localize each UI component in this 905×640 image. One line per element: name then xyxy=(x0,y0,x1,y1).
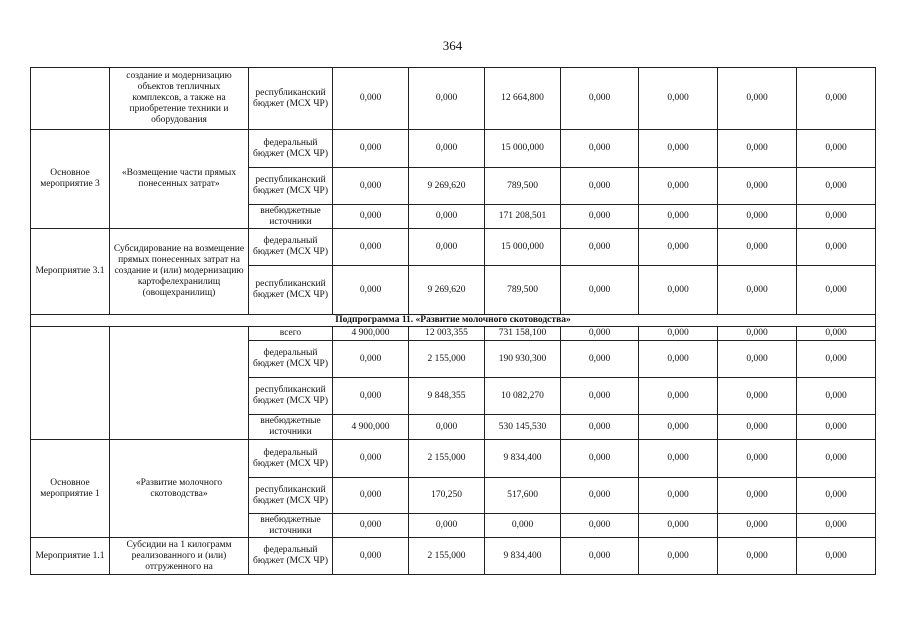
value-cell: 0,000 xyxy=(718,440,797,478)
value-cell: 0,000 xyxy=(797,341,876,378)
source-cell: федеральный бюджет (МСХ ЧР) xyxy=(249,538,333,575)
value-cell: 9 269,620 xyxy=(409,168,485,205)
subprogram-row xyxy=(31,315,876,327)
value-cell: 0,000 xyxy=(718,168,797,205)
value-cell: 0,000 xyxy=(718,538,797,575)
value-cell: 0,000 xyxy=(409,514,485,538)
table-row xyxy=(31,130,876,168)
value-cell: 0,000 xyxy=(409,415,485,440)
value-cell: 0,000 xyxy=(639,168,718,205)
value-cell: 0,000 xyxy=(561,229,639,266)
value-cell: 0,000 xyxy=(797,168,876,205)
value-cell: 0,000 xyxy=(639,205,718,229)
value-cell: 0,000 xyxy=(561,378,639,415)
value-cell: 0,000 xyxy=(333,130,409,168)
value-cell: 12 003,355 xyxy=(409,327,485,341)
value-cell: 0,000 xyxy=(718,68,797,130)
level-cell xyxy=(31,68,110,130)
value-cell: 0,000 xyxy=(333,205,409,229)
value-cell: 2 155,000 xyxy=(409,440,485,478)
value-cell: 0,000 xyxy=(561,130,639,168)
value-cell: 0,000 xyxy=(561,341,639,378)
value-cell: 0,000 xyxy=(409,130,485,168)
table-body xyxy=(31,68,876,575)
value-cell: 9 834,400 xyxy=(485,440,561,478)
source-cell: республиканский бюджет (МСХ ЧР) xyxy=(249,168,333,205)
value-cell: 0,000 xyxy=(797,266,876,315)
value-cell: 2 155,000 xyxy=(409,538,485,575)
table-row xyxy=(31,440,876,478)
value-cell: 0,000 xyxy=(639,440,718,478)
value-cell: 0,000 xyxy=(797,478,876,514)
value-cell: 789,500 xyxy=(485,266,561,315)
value-cell: 0,000 xyxy=(333,478,409,514)
value-cell: 0,000 xyxy=(639,538,718,575)
value-cell: 4 900,000 xyxy=(333,415,409,440)
source-cell: республиканский бюджет (МСХ ЧР) xyxy=(249,378,333,415)
value-cell: 530 145,530 xyxy=(485,415,561,440)
value-cell: 0,000 xyxy=(333,68,409,130)
value-cell: 789,500 xyxy=(485,168,561,205)
value-cell: 0,000 xyxy=(639,378,718,415)
source-cell: федеральный бюджет (МСХ ЧР) xyxy=(249,229,333,266)
name-cell: «Возмещение части прямых понесенных затрат» xyxy=(110,130,249,229)
value-cell: 0,000 xyxy=(639,130,718,168)
value-cell: 0,000 xyxy=(409,205,485,229)
value-cell: 0,000 xyxy=(333,378,409,415)
source-cell: республиканский бюджет (МСХ ЧР) xyxy=(249,68,333,130)
value-cell: 0,000 xyxy=(561,168,639,205)
value-cell: 0,000 xyxy=(718,341,797,378)
value-cell: 15 000,000 xyxy=(485,229,561,266)
level-cell: Основное мероприятие 3 xyxy=(31,130,110,229)
value-cell: 0,000 xyxy=(639,514,718,538)
value-cell: 0,000 xyxy=(718,266,797,315)
name-cell: «Развитие молочного скотоводства» xyxy=(110,440,249,538)
value-cell: 0,000 xyxy=(561,478,639,514)
subprogram-title: Подпрограмма 11. «Развитие молочного скотоводства» xyxy=(31,315,876,327)
name-cell xyxy=(110,327,249,440)
value-cell: 0,000 xyxy=(797,440,876,478)
value-cell: 0,000 xyxy=(333,168,409,205)
value-cell: 0,000 xyxy=(561,415,639,440)
value-cell: 15 000,000 xyxy=(485,130,561,168)
value-cell: 517,600 xyxy=(485,478,561,514)
value-cell: 0,000 xyxy=(797,378,876,415)
value-cell: 12 664,800 xyxy=(485,68,561,130)
value-cell: 0,000 xyxy=(561,327,639,341)
value-cell: 170,250 xyxy=(409,478,485,514)
value-cell: 0,000 xyxy=(333,341,409,378)
value-cell: 0,000 xyxy=(561,205,639,229)
value-cell: 0,000 xyxy=(718,130,797,168)
source-cell: внебюджетные источники xyxy=(249,205,333,229)
value-cell: 0,000 xyxy=(409,229,485,266)
name-cell: создание и модернизацию объектов тепличных комплексов, а также на приобретение техники и оборудования xyxy=(110,68,249,130)
value-cell: 0,000 xyxy=(333,266,409,315)
value-cell: 0,000 xyxy=(333,229,409,266)
value-cell: 171 208,501 xyxy=(485,205,561,229)
value-cell: 2 155,000 xyxy=(409,341,485,378)
value-cell: 0,000 xyxy=(718,415,797,440)
value-cell: 0,000 xyxy=(409,68,485,130)
value-cell: 0,000 xyxy=(561,514,639,538)
value-cell: 0,000 xyxy=(639,478,718,514)
name-cell: Субсидии на 1 килограмм реализованного и (или) отгруженного на xyxy=(110,538,249,575)
source-cell: федеральный бюджет (МСХ ЧР) xyxy=(249,440,333,478)
table-row xyxy=(31,229,876,266)
value-cell: 0,000 xyxy=(639,68,718,130)
table-row xyxy=(31,327,876,341)
level-cell: Основное мероприятие 1 xyxy=(31,440,110,538)
level-cell: Мероприятие 1.1 xyxy=(31,538,110,575)
value-cell: 0,000 xyxy=(639,415,718,440)
value-cell: 9 834,400 xyxy=(485,538,561,575)
value-cell: 0,000 xyxy=(797,538,876,575)
source-cell: республиканский бюджет (МСХ ЧР) xyxy=(249,478,333,514)
value-cell: 190 930,300 xyxy=(485,341,561,378)
value-cell: 0,000 xyxy=(797,205,876,229)
value-cell: 0,000 xyxy=(797,514,876,538)
value-cell: 0,000 xyxy=(333,514,409,538)
source-cell: республиканский бюджет (МСХ ЧР) xyxy=(249,266,333,315)
source-cell: федеральный бюджет (МСХ ЧР) xyxy=(249,130,333,168)
value-cell: 10 082,270 xyxy=(485,378,561,415)
level-cell: Мероприятие 3.1 xyxy=(31,229,110,315)
value-cell: 0,000 xyxy=(561,440,639,478)
value-cell: 0,000 xyxy=(485,514,561,538)
value-cell: 4 900,000 xyxy=(333,327,409,341)
name-cell: Субсидирование на возмещение прямых понесенных затрат на создание и (или) модернизацию картофелехранилищ (овощехранилищ) xyxy=(110,229,249,315)
value-cell: 731 158,100 xyxy=(485,327,561,341)
value-cell: 0,000 xyxy=(639,327,718,341)
source-cell: внебюджетные источники xyxy=(249,514,333,538)
value-cell: 9 848,355 xyxy=(409,378,485,415)
value-cell: 0,000 xyxy=(718,514,797,538)
value-cell: 0,000 xyxy=(561,538,639,575)
source-cell: всего xyxy=(249,327,333,341)
table-row xyxy=(31,68,876,130)
value-cell: 0,000 xyxy=(333,538,409,575)
table-row xyxy=(31,538,876,575)
source-cell: федеральный бюджет (МСХ ЧР) xyxy=(249,341,333,378)
value-cell: 0,000 xyxy=(797,415,876,440)
value-cell: 0,000 xyxy=(797,68,876,130)
value-cell: 0,000 xyxy=(561,68,639,130)
value-cell: 0,000 xyxy=(797,130,876,168)
level-cell xyxy=(31,327,110,440)
value-cell: 0,000 xyxy=(561,266,639,315)
value-cell: 0,000 xyxy=(718,327,797,341)
page-number: 364 xyxy=(442,38,463,53)
value-cell: 0,000 xyxy=(639,229,718,266)
source-cell: внебюджетные источники xyxy=(249,415,333,440)
value-cell: 0,000 xyxy=(718,229,797,266)
value-cell: 0,000 xyxy=(718,205,797,229)
value-cell: 9 269,620 xyxy=(409,266,485,315)
value-cell: 0,000 xyxy=(639,266,718,315)
value-cell: 0,000 xyxy=(797,327,876,341)
value-cell: 0,000 xyxy=(333,440,409,478)
value-cell: 0,000 xyxy=(718,478,797,514)
value-cell: 0,000 xyxy=(797,229,876,266)
value-cell: 0,000 xyxy=(718,378,797,415)
budget-table xyxy=(30,67,876,575)
value-cell: 0,000 xyxy=(639,341,718,378)
